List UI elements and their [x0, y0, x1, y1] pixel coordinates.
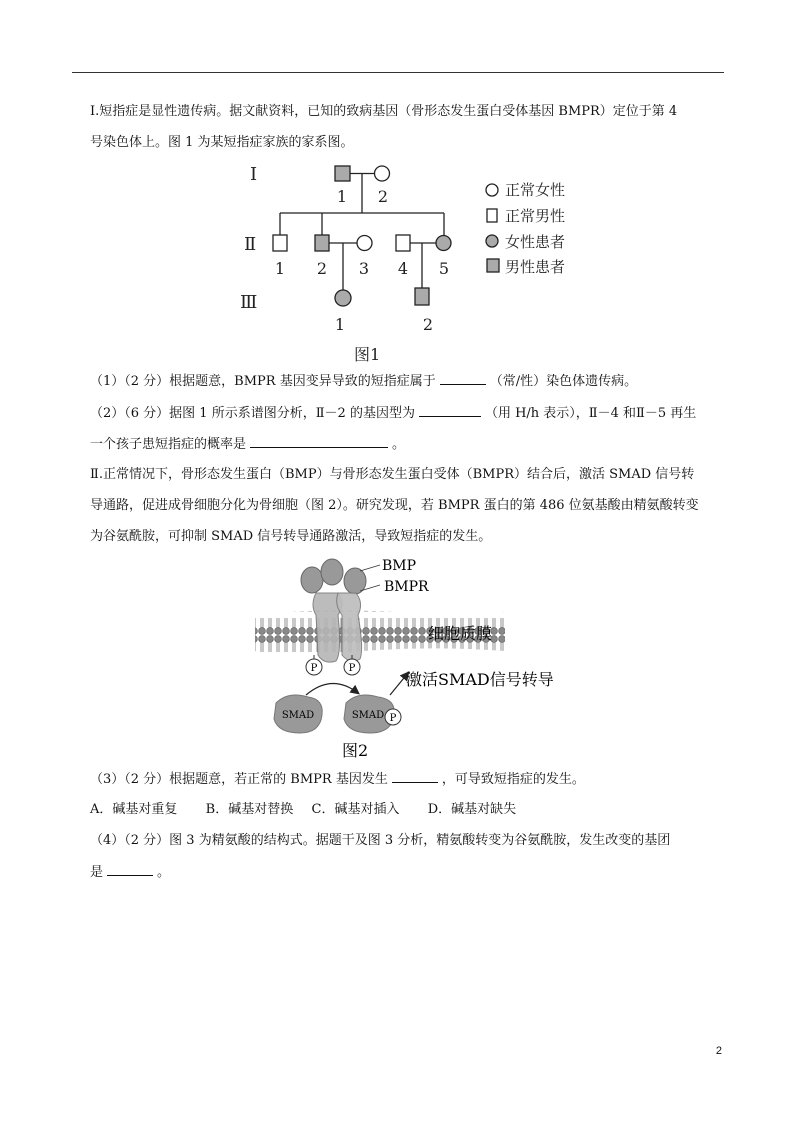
legend-affected-male: 男性患者 [505, 258, 566, 276]
legend-normal-female: 正常女性 [505, 181, 566, 199]
q4-text-post: 。 [157, 865, 171, 880]
membrane-label: 细胞质膜 [428, 624, 493, 643]
q2-genotype-blank[interactable] [419, 404, 481, 417]
q2-line2-post: 。 [392, 437, 406, 452]
pedigree-figure [240, 158, 590, 368]
question-2-line-2 [90, 435, 405, 454]
gen1-number-1: 1 [336, 187, 348, 206]
q2-text-pre: （2）（6 分）据图 1 所示系谱图分析，Ⅱ－2 的基因型为 [90, 406, 415, 421]
part2-line-2: 导通路，促进成骨细胞分化为骨细胞（图 2）。研究发现，若 BMPR 蛋白的第 486 位氨基酸由精氨酸转变 [90, 498, 699, 513]
gen2-2-male-affected [315, 235, 329, 251]
bmpr-label: BMPR [384, 579, 429, 595]
question-3-options [90, 801, 516, 819]
q4-text-pre: 是 [90, 865, 104, 880]
q3-text-post: ，可导致短指症的发生。 [441, 772, 585, 787]
q3-text-pre: （3）（2 分）根据题意，若正常的 BMPR 基因发生 [90, 772, 388, 787]
q1-text-pre: （1）（2 分）根据题意，BMPR 基因变异导致的短指症属于 [90, 374, 436, 389]
signal-label: 激活SMAD信号转导 [406, 670, 554, 689]
question-1 [90, 372, 637, 391]
legend-affected-female: 女性患者 [505, 233, 566, 251]
gen2-number-2: 2 [316, 259, 328, 278]
q3-option-c[interactable]: C．碱基对插入 [311, 802, 400, 817]
figure1-caption: 图1 [354, 345, 381, 364]
q3-option-d[interactable]: D．碱基对缺失 [427, 802, 517, 817]
intro-line-1: Ⅰ.短指症是显性遗传病。据文献资料，已知的致病基因（骨形态发生蛋白受体基因 BMPR）定位于第 4 [90, 104, 678, 119]
legend-normal-male-icon [487, 209, 497, 222]
legend-affected-female-icon [486, 235, 498, 247]
signaling-figure [250, 555, 580, 765]
q1-answer-blank[interactable] [440, 372, 486, 385]
gen2-3-female-normal [357, 236, 372, 251]
q3-answer-blank[interactable] [392, 770, 438, 783]
q3-option-a[interactable]: A．碱基对重复 [90, 802, 178, 817]
question-3 [90, 770, 585, 789]
intro-line-2: 号染色体上。图 1 为某短指症家族的家系图。 [90, 135, 354, 150]
q2-probability-blank[interactable] [250, 435, 388, 448]
bmp-ligand-1 [301, 567, 323, 593]
gen1-male-affected [335, 166, 350, 181]
activation-arrow [306, 683, 358, 695]
gen2-number-5: 5 [438, 259, 450, 278]
gen2-4-male-normal [396, 235, 410, 251]
header-rule [72, 72, 724, 73]
smad-label-2: SMAD [351, 710, 385, 721]
gen1-number-2: 2 [377, 187, 389, 206]
gen2-5-female-affected [436, 236, 451, 251]
gen3-1-female-affected [335, 290, 351, 306]
q2-text-post: （用 H/h 表示），Ⅱ－4 和Ⅱ－5 再生 [484, 406, 697, 421]
gen-label-2: Ⅱ [244, 234, 257, 255]
phosphate-label-2: P [348, 663, 356, 674]
gen-label-1: Ⅰ [250, 164, 258, 185]
smad-label-1: SMAD [281, 710, 315, 721]
q4-answer-blank[interactable] [107, 863, 153, 876]
gen2-number-3: 3 [358, 259, 370, 278]
gen3-number-2: 2 [422, 315, 434, 334]
bmp-ligand-2 [321, 559, 343, 585]
gen2-number-1: 1 [274, 259, 286, 278]
gen1-female-normal [375, 166, 390, 181]
question-4-line-2 [90, 863, 170, 882]
q2-line2-pre: 一个孩子患短指症的概率是 [90, 437, 247, 452]
part2-line-1: Ⅱ.正常情况下，骨形态发生蛋白（BMP）与骨形态发生蛋白受体（BMPR）结合后，激活 SMAD 信号转 [90, 467, 695, 482]
figure2-caption: 图2 [342, 741, 369, 760]
part2-line-3: 为谷氨酰胺，可抑制 SMAD 信号转导通路激活，导致短指症的发生。 [90, 529, 492, 544]
bmp-label: BMP [382, 558, 417, 574]
page-number: 2 [715, 1045, 722, 1057]
phosphate-label-1: P [310, 663, 318, 674]
legend-normal-male: 正常男性 [505, 207, 566, 225]
gen2-number-4: 4 [397, 259, 409, 278]
q3-option-b[interactable]: B．碱基对替换 [205, 802, 294, 817]
question-4-line-1: （4）（2 分）图 3 为精氨酸的结构式。据题干及图 3 分析，精氨酸转变为谷氨酰胺，发生改变的基团 [90, 833, 671, 848]
gen2-1-male-normal [273, 235, 287, 251]
gen3-2-male-affected [415, 288, 429, 305]
legend-normal-female-icon [486, 184, 498, 196]
legend-affected-male-icon [487, 259, 499, 272]
smad-phosphate-label: P [389, 713, 397, 724]
gen3-number-1: 1 [334, 315, 346, 334]
gen-label-3: Ⅲ [240, 292, 258, 313]
question-2-line-1 [90, 404, 696, 423]
q1-text-post: （常/性）染色体遗传病。 [489, 374, 638, 389]
